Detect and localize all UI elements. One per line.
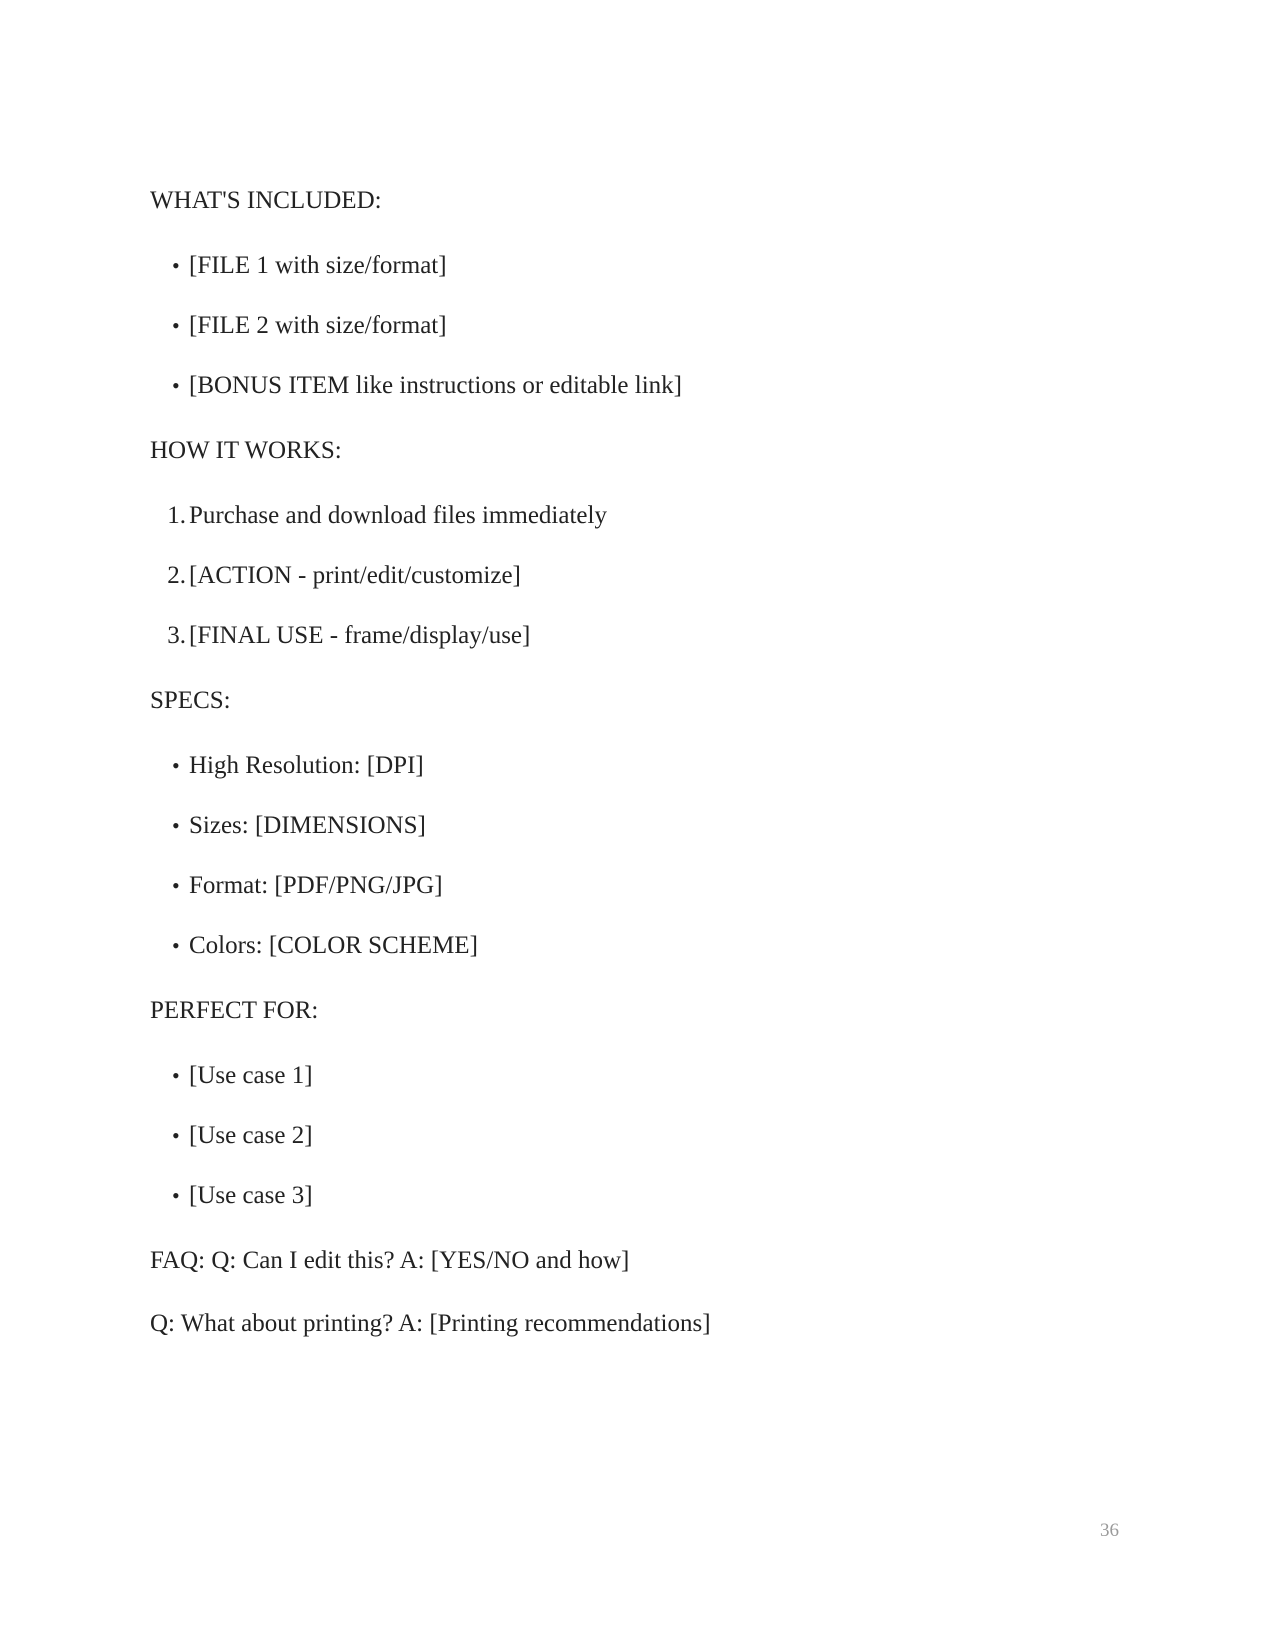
list-item [150, 751, 1150, 781]
whats-included-heading: WHAT'S INCLUDED: [150, 187, 382, 214]
list-item [150, 1121, 1150, 1151]
bullet-icon: • [172, 253, 180, 278]
item-number: 2. [167, 562, 186, 589]
page-content [150, 186, 1150, 1339]
list-item-text: [Use case 1] [189, 1062, 313, 1089]
list-item-text: [Use case 3] [189, 1182, 313, 1209]
perfect-for-heading: PERFECT FOR: [150, 997, 319, 1024]
list-item-text: [Use case 2] [189, 1122, 313, 1149]
list-item-text: Colors: [COLOR SCHEME] [189, 932, 478, 959]
list-item [150, 1061, 1150, 1091]
item-number: 3. [167, 622, 186, 649]
list-item-text: [FILE 1 with size/format] [189, 252, 447, 279]
specs-list [150, 751, 1150, 961]
bullet-icon: • [172, 1123, 180, 1148]
faq-line-printing: Q: What about printing? A: [Printing recommendations] [150, 1310, 711, 1337]
item-number: 1. [167, 502, 186, 529]
list-item-text: Purchase and download files immediately [189, 502, 607, 529]
list-item [150, 311, 1150, 341]
list-item [150, 871, 1150, 901]
list-item-text: Format: [PDF/PNG/JPG] [189, 872, 443, 899]
bullet-icon: • [172, 1183, 180, 1208]
bullet-icon: • [172, 313, 180, 338]
how-it-works-heading: HOW IT WORKS: [150, 437, 342, 464]
list-item-text: [BONUS ITEM like instructions or editable link] [189, 372, 682, 399]
specs-heading: SPECS: [150, 687, 231, 714]
whats-included-list [150, 251, 1150, 401]
how-it-works-list [150, 501, 1150, 651]
list-item [150, 371, 1150, 401]
list-item-text: Sizes: [DIMENSIONS] [189, 812, 426, 839]
bullet-icon: • [172, 933, 180, 958]
list-item [150, 811, 1150, 841]
faq-line-edit: FAQ: Q: Can I edit this? A: [YES/NO and how] [150, 1247, 630, 1274]
list-item [150, 1181, 1150, 1211]
numbered-item [150, 621, 1150, 651]
numbered-item [150, 501, 1150, 531]
list-item-text: High Resolution: [DPI] [189, 752, 424, 779]
bullet-icon: • [172, 873, 180, 898]
bullet-icon: • [172, 1063, 180, 1088]
list-item-text: [FILE 2 with size/format] [189, 312, 447, 339]
list-item [150, 931, 1150, 961]
bullet-icon: • [172, 753, 180, 778]
bullet-icon: • [172, 373, 180, 398]
numbered-item [150, 561, 1150, 591]
list-item [150, 251, 1150, 281]
list-item-text: [FINAL USE - frame/display/use] [189, 622, 531, 649]
page-number: 36 [1100, 1520, 1119, 1541]
perfect-for-list [150, 1061, 1150, 1211]
list-item-text: [ACTION - print/edit/customize] [189, 562, 521, 589]
bullet-icon: • [172, 813, 180, 838]
